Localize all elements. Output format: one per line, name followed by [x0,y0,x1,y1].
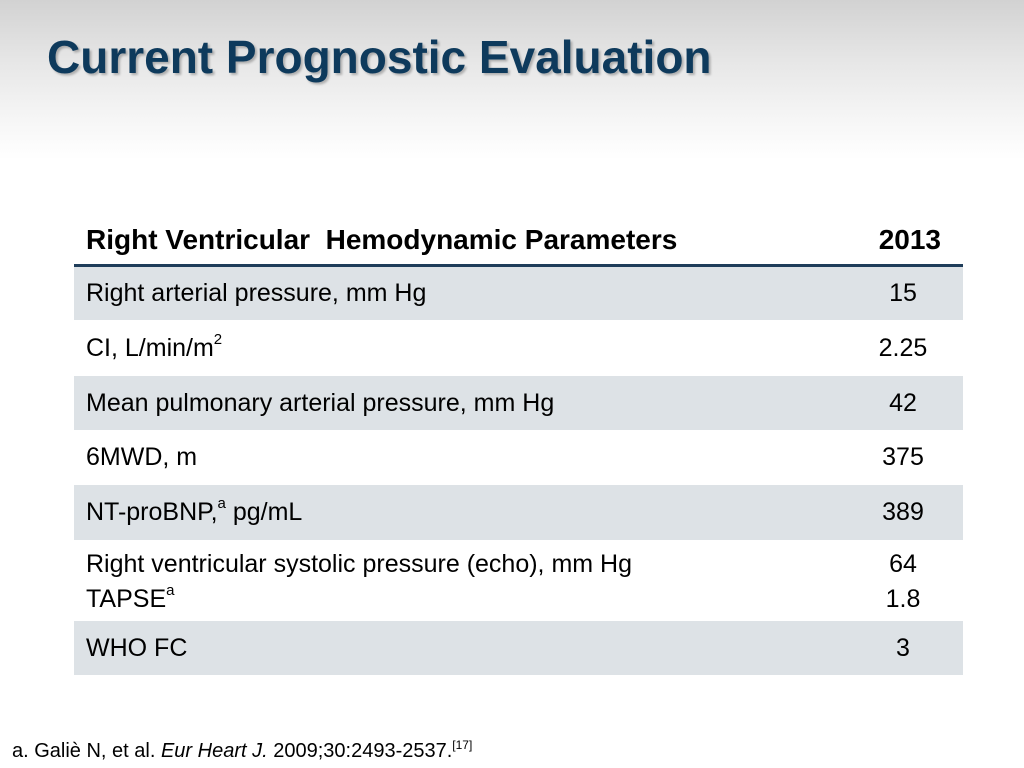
table-row [74,320,963,376]
row-label: Right ventricular systolic pressure (echo), mm Hg [86,550,632,578]
table-row [74,485,963,540]
table-row [74,621,963,675]
parameters-table [74,214,963,675]
header-year: 2013 [878,224,941,255]
row-value-2: 1.8 [885,585,921,613]
row-value: 3 [896,634,910,662]
row-value: 2.25 [878,334,928,362]
slide-title: Current Prognostic Evaluation [47,31,712,83]
header-parameter: Right Ventricular Hemodynamic Parameters [86,224,678,255]
row-value: 389 [882,498,924,526]
row-value: 42 [889,389,917,417]
row-label: WHO FC [86,634,188,662]
row-value: 375 [882,443,924,471]
row-label: 6MWD, m [86,443,198,471]
table-row [74,267,963,320]
row-label: Right arterial pressure, mm Hg [86,279,427,307]
row-value: 64 [889,550,917,578]
row-label-2: TAPSE$^a$ [86,582,175,613]
table-row [74,540,963,621]
table-header [74,214,963,267]
footnote-citation: a. Galiè N, et al. Eur Heart J. 2009;30:2493-2537.[17] [12,738,473,762]
row-value: 15 [889,279,917,307]
row-label: NT-proBNP,$^a$ pg/mL [86,495,303,526]
table-row [74,376,963,430]
row-label: CI, $L/\min/m^2$ [86,331,223,362]
row-label: Mean pulmonary arterial pressure, mm Hg [86,389,555,417]
table-row [74,430,963,485]
